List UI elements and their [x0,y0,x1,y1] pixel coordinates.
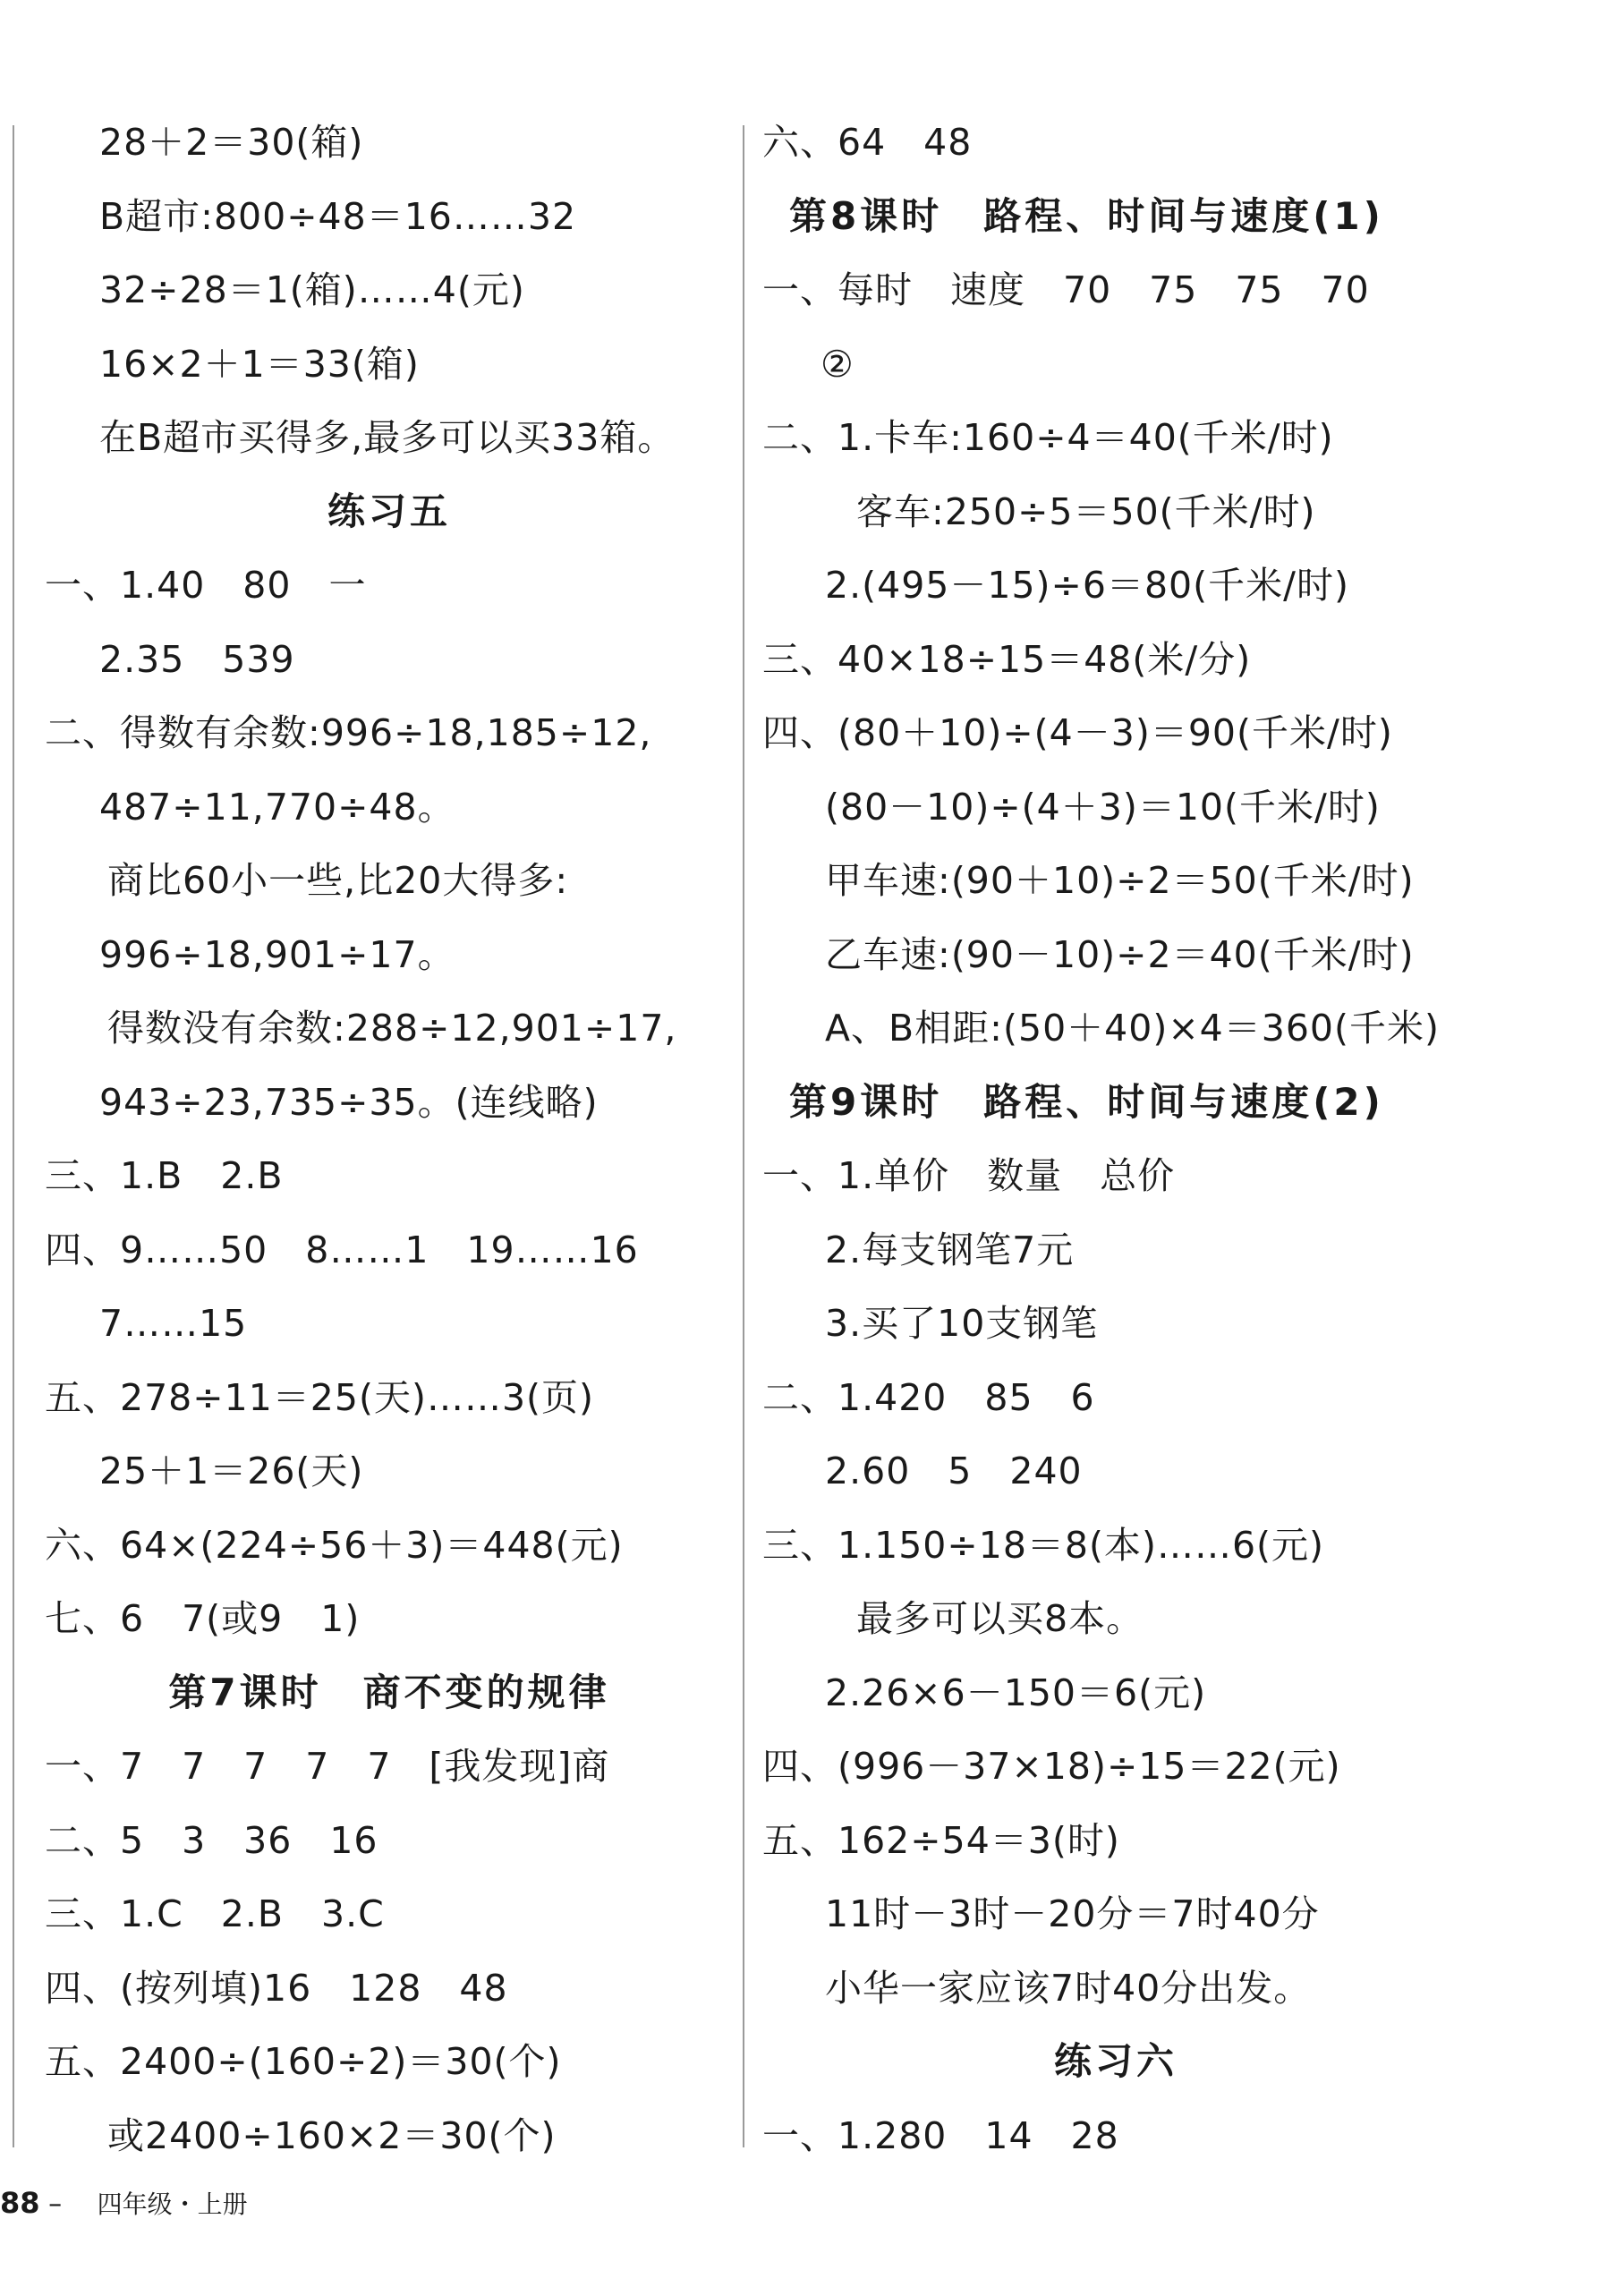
answer-line: 或2400÷160×2＝30(个) [107,2113,557,2157]
answer-line: 七、6 7(或9 1) [45,1597,361,1640]
answer-line: 在B超市买得多,最多可以买33箱。 [99,416,676,459]
page-number: 88 [0,2186,40,2220]
answer-line: 二、得数有余数:996÷18,185÷12, [45,711,652,754]
answer-line: 28＋2＝30(箱) [99,121,364,164]
answer-line: 甲车速:(90＋10)÷2＝50(千米/时) [825,859,1415,902]
answer-line: 三、40×18÷15＝48(米/分) [762,637,1252,681]
answer-line: 11时－3时－20分＝7时40分 [825,1892,1320,1935]
answer-line: 三、1.150÷18＝8(本)……6(元) [762,1523,1325,1567]
section-heading: 第9课时 路程、时间与速度(2) [789,1079,1384,1124]
answer-line: 2.每支钢笔7元 [825,1228,1075,1271]
answer-line: 7……15 [99,1302,248,1345]
answer-line: 三、1.B 2.B [45,1154,284,1197]
answer-line: ② [821,342,855,386]
answer-line: 五、2400÷(160÷2)＝30(个) [45,2040,562,2083]
answer-line: 四、(80＋10)÷(4－3)＝90(千米/时) [762,711,1393,754]
answer-line: B超市:800÷48＝16……32 [99,194,577,238]
answer-line: 25＋1＝26(天) [99,1450,364,1492]
answer-line: 三、1.C 2.B 3.C [45,1892,385,1935]
page-footer [0,2185,248,2221]
answer-line: 一、1.40 80 一 [45,564,367,607]
section-heading: 第7课时 商不变的规律 [168,1670,610,1714]
answer-line: 五、278÷11＝25(天)……3(页) [45,1375,595,1419]
answer-line: 二、5 3 36 16 [45,1818,378,1862]
section-heading: 练习六 [1053,2039,1178,2083]
answer-line: 小华一家应该7时40分出发。 [825,1966,1312,2010]
answer-line: 2.35 539 [99,637,295,681]
answer-line: 四、(按列填)16 128 48 [45,1966,508,2010]
right-column [762,106,1469,2172]
section-heading: 练习五 [327,489,451,533]
answer-line: 四、(996－37×18)÷15＝22(元) [762,1745,1341,1788]
answer-line: 二、1.420 85 6 [762,1375,1095,1419]
answer-line: 乙车速:(90－10)÷2＝40(千米/时) [825,932,1415,976]
answer-line: 一、1.单价 数量 总价 [762,1154,1176,1197]
column-divider [743,125,744,2147]
answer-line: 一、7 7 7 7 7 [我发现]商 [45,1745,610,1788]
grade-label: 四年级・上册 [97,2189,248,2219]
footer-dash: – [48,2189,63,2220]
answer-line: 32÷28＝1(箱)……4(元) [99,268,525,311]
answer-line: A、B相距:(50＋40)×4＝360(千米) [825,1007,1441,1050]
answer-line: 996÷18,901÷17。 [99,932,455,976]
answer-line: 2.26×6－150＝6(元) [825,1671,1207,1714]
answer-line: 2.60 5 240 [825,1450,1083,1492]
section-heading: 第8课时 路程、时间与速度(1) [789,193,1384,238]
answer-line: 2.(495－15)÷6＝80(千米/时) [825,564,1349,607]
answer-line: 最多可以买8本。 [856,1597,1144,1640]
answer-line: 一、每时 速度 70 75 75 70 [762,268,1370,311]
answer-line: 五、162÷54＝3(时) [762,1818,1120,1862]
answer-line: 487÷11,770÷48。 [99,785,455,829]
answer-line: 3.买了10支钢笔 [825,1302,1099,1345]
answer-line: 943÷23,735÷35。(连线略) [99,1080,599,1124]
answer-line: 客车:250÷5＝50(千米/时) [856,489,1316,533]
answer-line: 得数没有余数:288÷12,901÷17, [107,1007,677,1050]
left-margin-rule [13,125,14,2147]
answer-line: 四、9……50 8……1 19……16 [45,1228,639,1271]
answer-line: 16×2＋1＝33(箱) [99,342,420,386]
left-column [45,106,734,2172]
answer-line: 商比60小一些,比20大得多: [107,859,569,902]
answer-line: (80－10)÷(4＋3)＝10(千米/时) [825,785,1381,829]
answer-line: 六、64 48 [762,121,973,164]
answer-line: 一、1.280 14 28 [762,2113,1119,2157]
answer-line: 二、1.卡车:160÷4＝40(千米/时) [762,416,1334,459]
answer-line: 六、64×(224÷56＋3)＝448(元) [45,1523,624,1567]
